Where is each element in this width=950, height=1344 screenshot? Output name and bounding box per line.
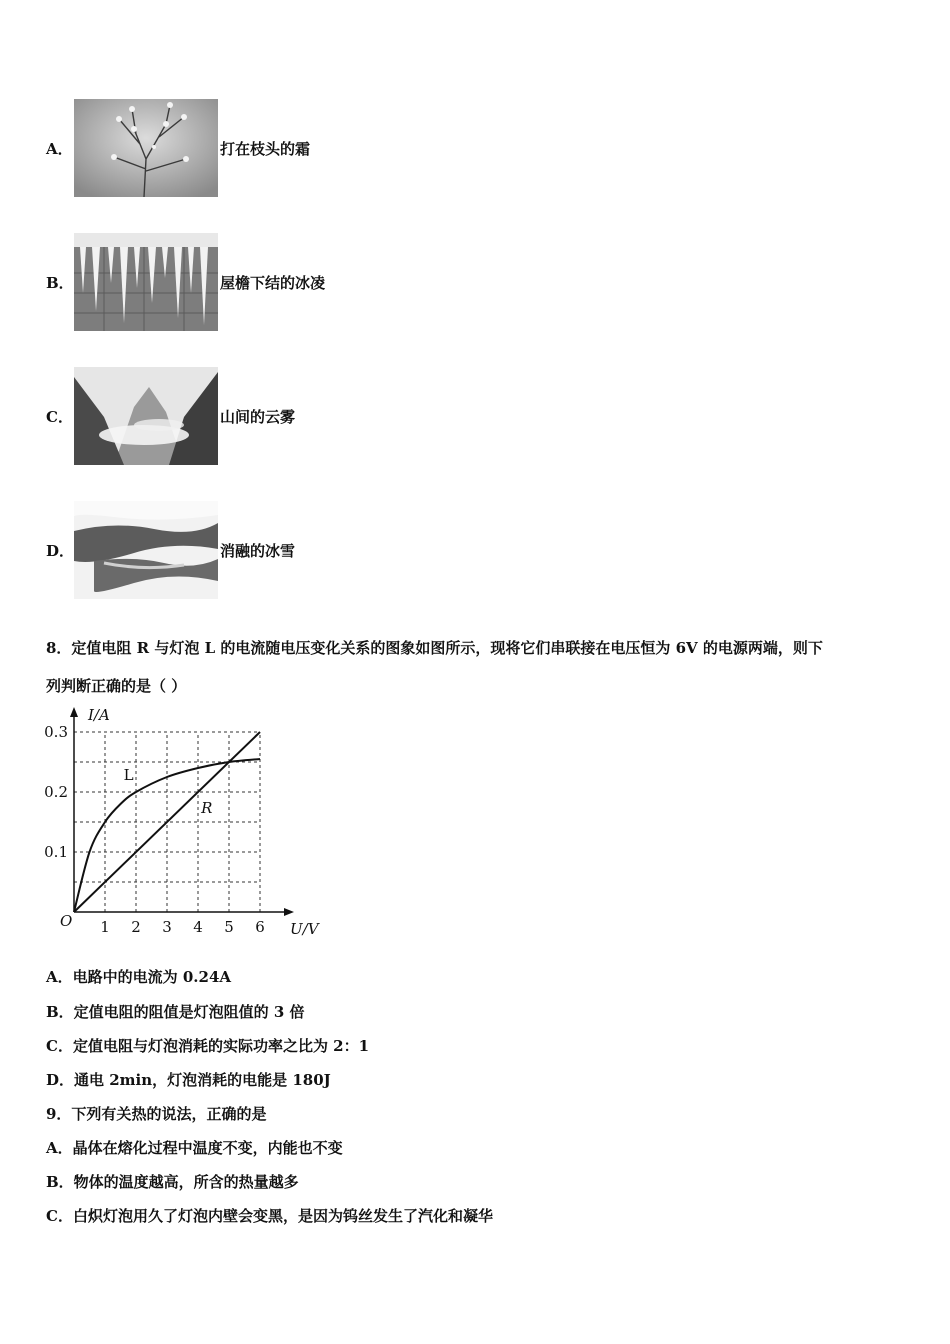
answer-9c[interactable]: C．白炽灯泡用久了灯泡内壁会变黑，是因为钨丝发生了汽化和凝华	[46, 1207, 493, 1225]
y-tick-label: 0.2	[44, 783, 68, 801]
answer-8a[interactable]: A．电路中的电流为 0.24A	[46, 968, 232, 986]
y-tick-label: 0.1	[44, 843, 68, 861]
option-letter: A．	[46, 139, 73, 158]
answer-9b[interactable]: B．物体的温度越高，所含的热量越多	[46, 1173, 299, 1191]
x-tick-label: 6	[255, 918, 265, 936]
origin-label: O	[60, 912, 73, 930]
answer-8d[interactable]: D．通电 2min，灯泡消耗的电能是 180J	[46, 1071, 331, 1089]
x-tick-label: 3	[162, 918, 172, 936]
answer-8c[interactable]: C．定值电阻与灯泡消耗的实际功率之比为 2：1	[46, 1037, 370, 1055]
melting-snow-photo	[74, 501, 218, 599]
x-tick-label: 5	[224, 918, 234, 936]
question-8-stem-line1: 8．定值电阻 R 与灯泡 L 的电流随电压变化关系的图象如图所示，现将它们串联接在电压恒为 6V 的电源两端，则下	[46, 639, 823, 657]
icicles-photo	[74, 233, 218, 331]
option-caption: 消融的冰雪	[220, 541, 296, 560]
series-label-L: L	[123, 766, 134, 784]
mountain-fog-photo	[74, 367, 218, 465]
option-letter: C．	[46, 407, 73, 426]
option-c[interactable]	[46, 367, 295, 465]
series-label-R: R	[201, 799, 213, 817]
x-tick-label: 2	[131, 918, 141, 936]
option-d[interactable]	[46, 501, 295, 599]
option-letter: D．	[46, 541, 75, 560]
x-tick-label: 4	[193, 918, 203, 936]
iv-graph	[40, 705, 330, 940]
option-caption: 屋檐下结的冰凌	[220, 273, 326, 292]
x-axis-arrow	[284, 908, 294, 916]
x-tick-label: 1	[100, 918, 110, 936]
question-9-stem: 9．下列有关热的说法，正确的是	[46, 1105, 267, 1123]
y-axis-arrow	[70, 707, 78, 717]
question-8-stem-line2: 列判断正确的是（ ）	[46, 677, 187, 695]
option-letter: B．	[46, 273, 74, 292]
option-caption: 山间的云雾	[220, 407, 296, 426]
y-axis-label: I/A	[88, 706, 110, 724]
frost-branch-photo	[74, 99, 218, 197]
y-tick-label: 0.3	[44, 723, 68, 741]
answer-9a[interactable]: A．晶体在熔化过程中温度不变，内能也不变	[46, 1139, 343, 1157]
answer-8b[interactable]: B．定值电阻的阻值是灯泡阻值的 3 倍	[46, 1003, 305, 1021]
option-b[interactable]	[46, 233, 325, 331]
x-axis-label: U/V	[290, 920, 319, 938]
series-line-L	[74, 759, 260, 912]
option-caption: 打在枝头的霜	[220, 139, 311, 158]
option-a[interactable]	[46, 99, 310, 197]
